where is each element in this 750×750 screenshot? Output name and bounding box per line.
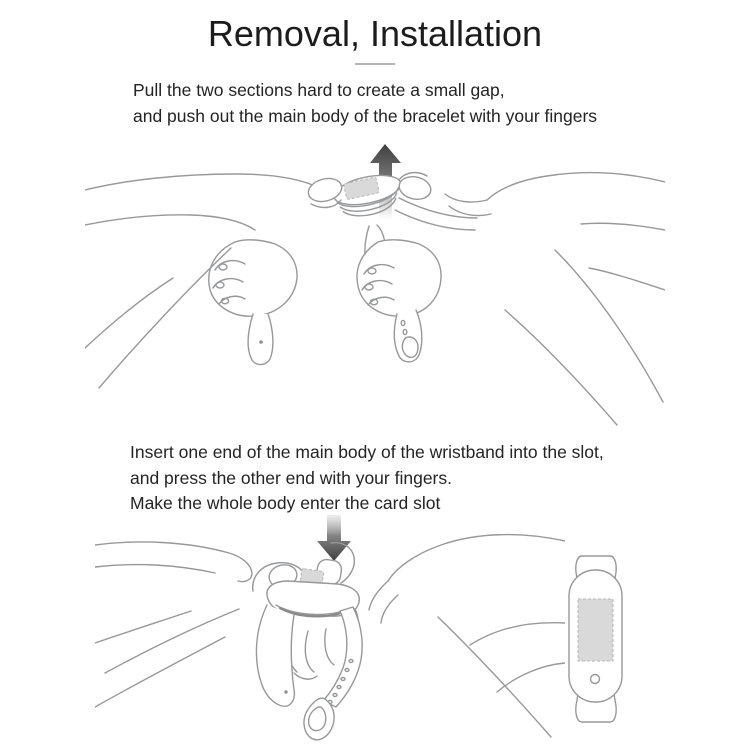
illustration-installation [95,515,565,750]
title-divider [355,63,395,65]
fist [357,240,441,316]
band-screen [578,599,613,661]
strap-end-right-buckle [394,310,422,362]
fingers-in-loop [288,627,334,679]
right-hand [357,173,665,425]
page-title: Removal, Installation [207,13,543,54]
step-line: and push out the main body of the bracelet with your fingers [133,105,598,126]
step-installation-text [130,440,604,517]
illustration-removal [85,130,665,430]
buckle-end [304,698,334,740]
left-hand [85,174,344,388]
strap-end-left [248,314,273,365]
step-line: and press the other end with your fingers. [130,467,452,488]
step-removal-text [133,78,597,129]
arrow-down-icon [317,515,351,561]
band-body [331,170,405,221]
wristband-front-view [555,550,675,730]
step-line: Insert one end of the main body of the wristband into the slot, [130,442,604,462]
thumb-nail [397,174,433,202]
fist [209,240,297,316]
step-line: Make the whole body enter the card slot [130,493,441,513]
step-line: Pull the two sections hard to create a small gap, [133,80,505,100]
strap-loop [256,605,362,740]
